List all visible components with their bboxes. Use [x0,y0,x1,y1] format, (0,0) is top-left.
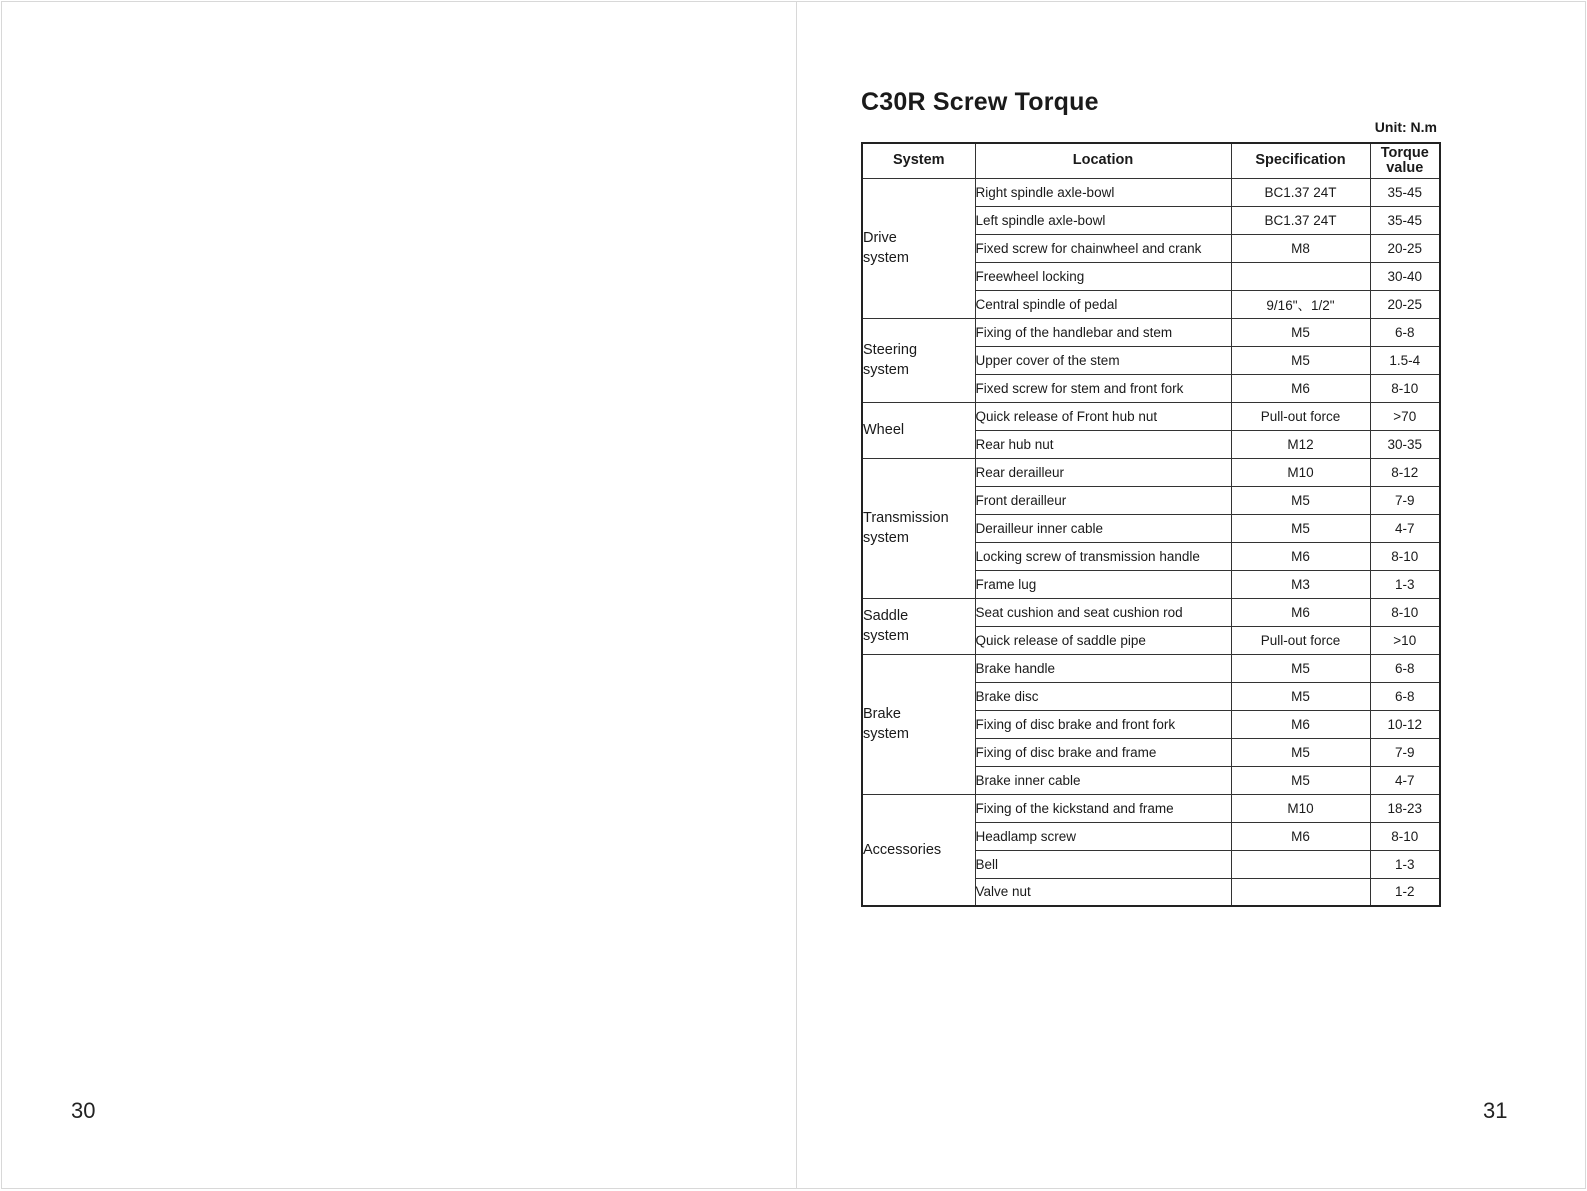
torque-cell: 1-3 [1370,850,1440,878]
specification-cell: M6 [1231,542,1370,570]
specification-cell: M5 [1231,346,1370,374]
header-specification: Specification [1231,143,1370,178]
specification-cell: M5 [1231,514,1370,542]
location-cell: Bell [975,850,1231,878]
torque-cell: 8-10 [1370,374,1440,402]
page-number-right: 31 [1483,1098,1508,1123]
location-cell: Locking screw of transmission handle [975,542,1231,570]
table-row [862,402,1440,430]
torque-cell: 7-9 [1370,738,1440,766]
specification-cell: M5 [1231,738,1370,766]
location-cell: Upper cover of the stem [975,346,1231,374]
torque-cell: 4-7 [1370,766,1440,794]
location-cell: Central spindle of pedal [975,290,1231,318]
location-cell: Valve nut [975,878,1231,906]
torque-cell: 10-12 [1370,710,1440,738]
specification-cell: Pull-out force [1231,402,1370,430]
torque-cell: 6-8 [1370,654,1440,682]
torque-cell: 8-12 [1370,458,1440,486]
specification-cell [1231,262,1370,290]
torque-cell: >10 [1370,626,1440,654]
table-body [862,178,1440,906]
system-cell: Steering system [862,318,975,402]
location-cell: Fixing of the handlebar and stem [975,318,1231,346]
system-cell: Transmission system [862,458,975,598]
table-header-row [862,143,1440,178]
specification-cell: M6 [1231,822,1370,850]
location-cell: Headlamp screw [975,822,1231,850]
system-cell: Brake system [862,654,975,794]
location-cell: Fixing of disc brake and frame [975,738,1231,766]
location-cell: Front derailleur [975,486,1231,514]
specification-cell: M8 [1231,234,1370,262]
specification-cell: M5 [1231,682,1370,710]
specification-cell: 9/16"、1/2" [1231,290,1370,318]
location-cell: Rear derailleur [975,458,1231,486]
location-cell: Brake handle [975,654,1231,682]
torque-cell: 1-2 [1370,878,1440,906]
specification-cell: M6 [1231,598,1370,626]
location-cell: Fixing of the kickstand and frame [975,794,1231,822]
location-cell: Fixed screw for stem and front fork [975,374,1231,402]
location-cell: Seat cushion and seat cushion rod [975,598,1231,626]
torque-table [861,142,1441,907]
table-row [862,318,1440,346]
location-cell: Quick release of Front hub nut [975,402,1231,430]
location-cell: Left spindle axle-bowl [975,206,1231,234]
location-cell: Brake inner cable [975,766,1231,794]
specification-cell [1231,878,1370,906]
specification-cell [1231,850,1370,878]
unit-label: Unit: N.m [1374,119,1437,135]
table-row [862,598,1440,626]
location-cell: Derailleur inner cable [975,514,1231,542]
torque-cell: 6-8 [1370,318,1440,346]
location-cell: Fixing of disc brake and front fork [975,710,1231,738]
system-cell: Wheel [862,402,975,458]
header-system: System [862,143,975,178]
specification-cell: M5 [1231,766,1370,794]
system-cell: Saddle system [862,598,975,654]
location-cell: Right spindle axle-bowl [975,178,1231,206]
torque-cell: 4-7 [1370,514,1440,542]
table-row [862,794,1440,822]
specification-cell: BC1.37 24T [1231,178,1370,206]
torque-cell: 6-8 [1370,682,1440,710]
system-cell: Drive system [862,178,975,318]
torque-cell: 30-35 [1370,430,1440,458]
table-row [862,654,1440,682]
table-row [862,458,1440,486]
torque-cell: 30-40 [1370,262,1440,290]
torque-cell: 8-10 [1370,542,1440,570]
page-number-left: 30 [71,1098,96,1123]
torque-cell: 35-45 [1370,178,1440,206]
specification-cell: Pull-out force [1231,626,1370,654]
header-torque-value: Torque value [1370,143,1440,178]
torque-cell: 7-9 [1370,486,1440,514]
page-title: C30R Screw Torque [861,88,1099,116]
torque-cell: 18-23 [1370,794,1440,822]
location-cell: Freewheel locking [975,262,1231,290]
location-cell: Quick release of saddle pipe [975,626,1231,654]
left-page [1,1,797,1189]
specification-cell: M5 [1231,654,1370,682]
torque-cell: 8-10 [1370,822,1440,850]
location-cell: Frame lug [975,570,1231,598]
torque-cell: 1-3 [1370,570,1440,598]
location-cell: Brake disc [975,682,1231,710]
torque-cell: 20-25 [1370,290,1440,318]
specification-cell: M5 [1231,318,1370,346]
specification-cell: M10 [1231,794,1370,822]
header-location: Location [975,143,1231,178]
right-page [796,1,1586,1189]
torque-cell: 20-25 [1370,234,1440,262]
specification-cell: M5 [1231,486,1370,514]
specification-cell: M12 [1231,430,1370,458]
torque-cell: 1.5-4 [1370,346,1440,374]
specification-cell: M3 [1231,570,1370,598]
system-cell: Accessories [862,794,975,906]
specification-cell: M6 [1231,374,1370,402]
torque-cell: 8-10 [1370,598,1440,626]
location-cell: Fixed screw for chainwheel and crank [975,234,1231,262]
specification-cell: M10 [1231,458,1370,486]
torque-cell: >70 [1370,402,1440,430]
torque-cell: 35-45 [1370,206,1440,234]
table-row [862,178,1440,206]
location-cell: Rear hub nut [975,430,1231,458]
specification-cell: M6 [1231,710,1370,738]
specification-cell: BC1.37 24T [1231,206,1370,234]
